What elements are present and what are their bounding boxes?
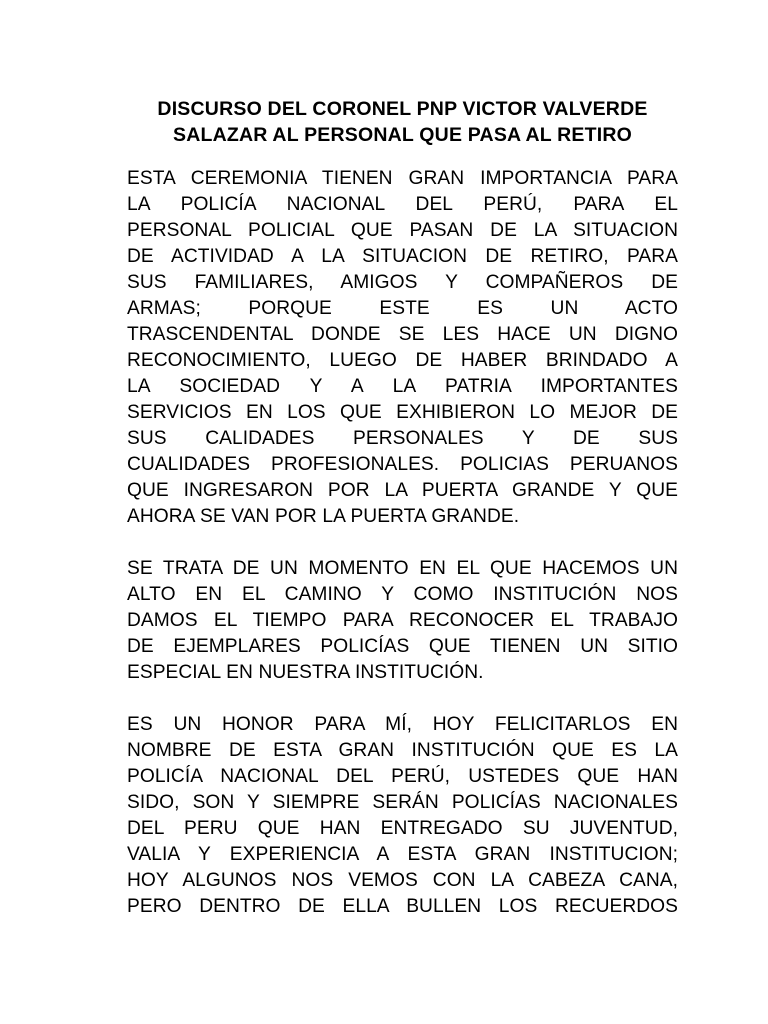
- paragraph-2-line-5: ESPECIAL EN NUESTRA INSTITUCIÓN.: [127, 662, 484, 683]
- paragraph-3-line-8: PERO DENTRO DE ELLA BULLEN LOS RECUERDOS: [127, 896, 678, 917]
- paragraph-1-line-9: LA SOCIEDAD Y A LA PATRIA IMPORTANTES: [127, 376, 678, 397]
- paragraph-1-line-5: SUS FAMILIARES, AMIGOS Y COMPAÑEROS DE: [127, 272, 678, 293]
- paragraph-2-line-2: ALTO EN EL CAMINO Y COMO INSTITUCIÓN NOS: [127, 584, 678, 605]
- paragraph-1-line-13: QUE INGRESARON POR LA PUERTA GRANDE Y QUE: [127, 480, 678, 501]
- paragraph-1-line-2: LA POLICÍA NACIONAL DEL PERÚ, PARA EL: [127, 194, 678, 215]
- paragraph-1-line-14: AHORA SE VAN POR LA PUERTA GRANDE.: [127, 506, 520, 527]
- paragraph-1-line-1: ESTA CEREMONIA TIENEN GRAN IMPORTANCIA PARA: [127, 168, 678, 189]
- document-body: [127, 96, 678, 920]
- paragraph-1-line-12: CUALIDADES PROFESIONALES. POLICIAS PERUANOS: [127, 454, 678, 475]
- paragraph-1-line-6: ARMAS; PORQUE ESTE ES UN ACTO: [127, 298, 678, 319]
- paragraph-3-line-5: DEL PERU QUE HAN ENTREGADO SU JUVENTUD,: [127, 818, 678, 839]
- paragraph-2-line-1: SE TRATA DE UN MOMENTO EN EL QUE HACEMOS UN: [127, 558, 678, 579]
- paragraph-2-line-3: DAMOS EL TIEMPO PARA RECONOCER EL TRABAJO: [127, 610, 678, 631]
- paragraph-3-line-7: HOY ALGUNOS NOS VEMOS CON LA CABEZA CANA,: [127, 870, 678, 891]
- paragraph-1-line-4: DE ACTIVIDAD A LA SITUACION DE RETIRO, PARA: [127, 246, 678, 267]
- paragraph-2: [127, 556, 678, 686]
- paragraph-2-line-4: DE EJEMPLARES POLICÍAS QUE TIENEN UN SITIO: [127, 636, 678, 657]
- paragraph-1: [127, 166, 678, 530]
- page-title-line-2: SALAZAR AL PERSONAL QUE PASA AL RETIRO: [172, 124, 633, 146]
- paragraph-1-line-11: SUS CALIDADES PERSONALES Y DE SUS: [127, 428, 678, 449]
- paragraph-3-line-3: POLICÍA NACIONAL DEL PERÚ, USTEDES QUE HAN: [127, 766, 678, 787]
- paragraph-1-line-8: RECONOCIMIENTO, LUEGO DE HABER BRINDADO A: [127, 350, 678, 371]
- page-title: [127, 96, 678, 148]
- paragraph-3-line-2: NOMBRE DE ESTA GRAN INSTITUCIÓN QUE ES LA: [127, 740, 678, 761]
- paragraph-1-line-7: TRASCENDENTAL DONDE SE LES HACE UN DIGNO: [127, 324, 678, 345]
- paragraph-3-line-6: VALIA Y EXPERIENCIA A ESTA GRAN INSTITUCION;: [127, 844, 678, 865]
- paragraph-1-line-3: PERSONAL POLICIAL QUE PASAN DE LA SITUACION: [127, 220, 678, 241]
- paragraph-3: [127, 712, 678, 920]
- page-title-line-1: DISCURSO DEL CORONEL PNP VICTOR VALVERDE: [157, 98, 648, 120]
- paragraph-3-line-1: ES UN HONOR PARA MÍ, HOY FELICITARLOS EN: [127, 714, 678, 735]
- paragraph-1-line-10: SERVICIOS EN LOS QUE EXHIBIERON LO MEJOR DE: [127, 402, 678, 423]
- paragraph-3-line-4: SIDO, SON Y SIEMPRE SERÁN POLICÍAS NACIONALES: [127, 792, 678, 813]
